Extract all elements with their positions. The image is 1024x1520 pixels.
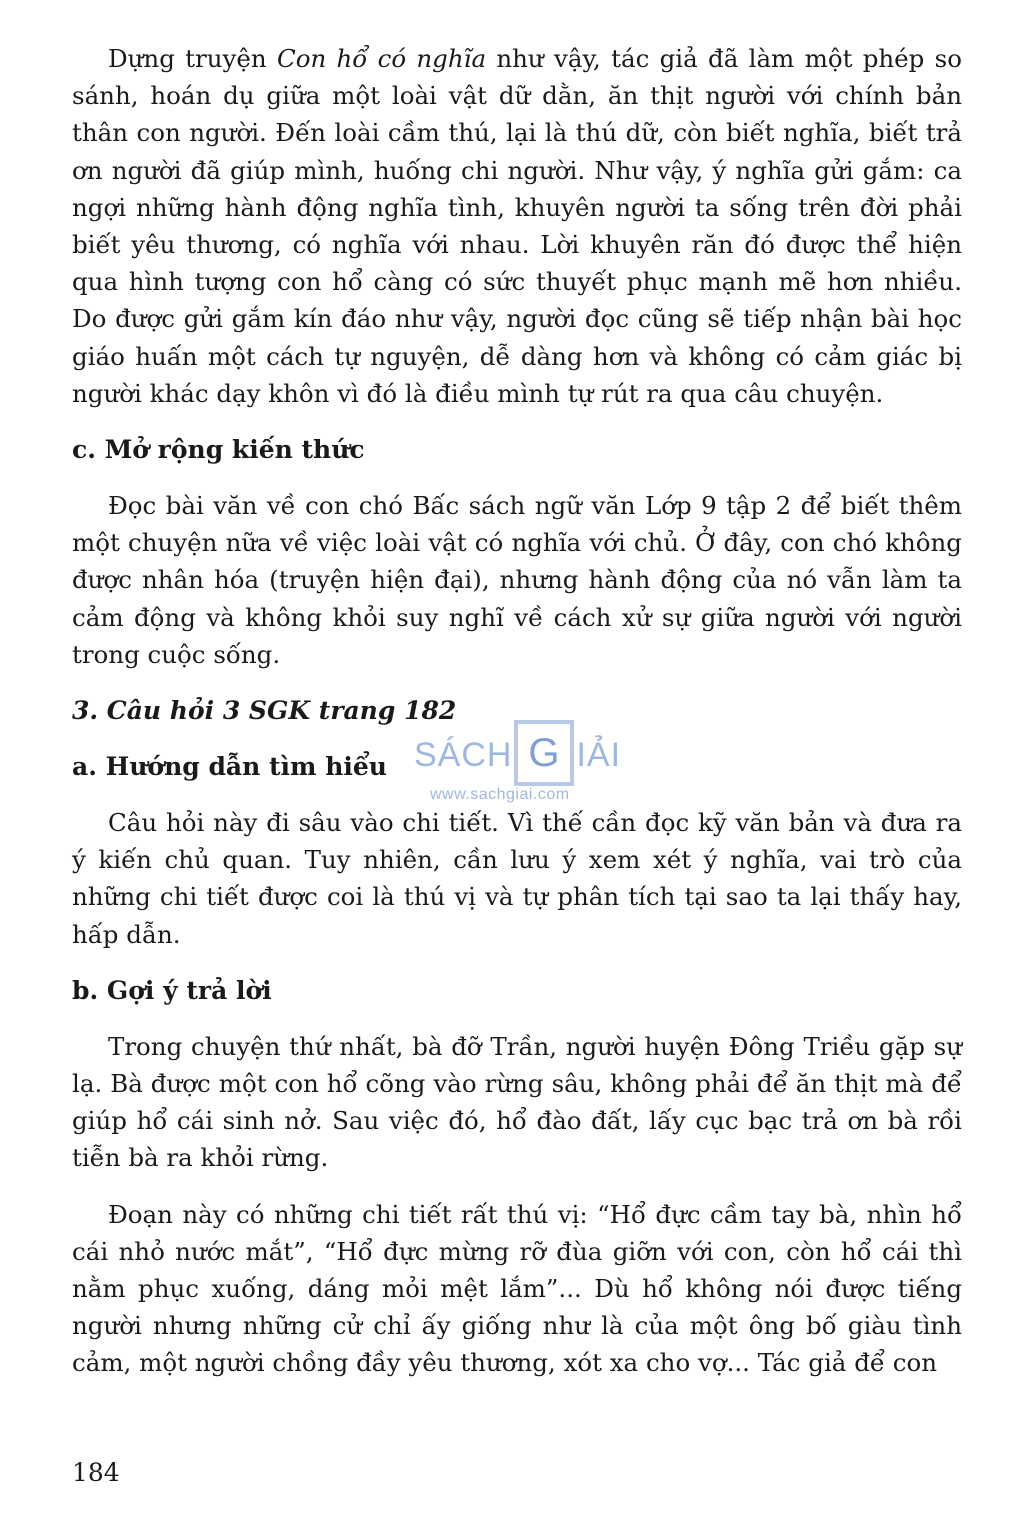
watermark-brand-box: G xyxy=(514,720,574,786)
page-number: 184 xyxy=(72,1458,120,1487)
heading-b: b. Gợi ý trả lời xyxy=(72,975,272,1005)
heading-3: 3. Câu hỏi 3 SGK trang 182 xyxy=(72,696,457,726)
watermark-brand-left: SÁCH xyxy=(414,735,513,774)
paragraph-1-lead: Dựng truyện xyxy=(108,44,277,73)
paragraph-3: Câu hỏi này đi sâu vào chi tiết. Vì thế cần đọc kỹ văn bản và đưa ra ý kiến chủ quan. Tuy nhiên, cần lưu ý xem xét ý nghĩa, vai trò của những chi tiết được coi là thú vị và tự phân tích tại sao ta lại thấy hay, hấp dẫn. xyxy=(72,808,962,949)
page-content xyxy=(72,40,962,1382)
paragraph-1-body: như vậy, tác giả đã làm một phép so sánh, hoán dụ giữa một loài vật dữ dằn, ăn thịt người với chính bản thân con người. Đến loài cầm thú, lại là thú dữ, còn biết nghĩa, biết trả ơn người đã giúp mình, huống chi người. Như vậy, ý nghĩa gửi gắm: ca ngợi những hành động nghĩa tình, khuyên người ta sống trên đời phải biết yêu thương, có nghĩa với nhau. Lời khuyên răn đó được thể hiện qua hình tượng con hổ càng có sức thuyết phục mạnh mẽ hơn nhiều. Do được gửi gắm kín đáo như vậy, người đọc cũng sẽ tiếp nhận bài học giáo huấn một cách tự nguyện, dễ dàng hơn và không có cảm giác bị người khác dạy khôn vì đó là điều mình tự rút ra qua câu chuyện. xyxy=(72,44,962,408)
paragraph-5: Đoạn này có những chi tiết rất thú vị: “Hổ đực cầm tay bà, nhìn hổ cái nhỏ nước mắt”, “Hổ đực mừng rỡ đùa giỡn với con, còn hổ cái thì nằm phục xuống, dáng mỏi mệt lắm”... Dù hổ không nói được tiếng người nhưng những cử chỉ ấy giống như là của một ông bố giàu tình cảm, một người chồng đầy yêu thương, xót xa cho vợ... Tác giả để con xyxy=(72,1199,962,1378)
paragraph-1 xyxy=(72,40,962,412)
heading-a: a. Hướng dẫn tìm hiểu xyxy=(72,752,387,782)
paragraph-2: Đọc bài văn về con chó Bấc sách ngữ văn Lớp 9 tập 2 để biết thêm một chuyện nữa về việc loài vật có nghĩa với chủ. Ở đây, con chó không được nhân hóa (truyện hiện đại), nhưng hành động của nó vẫn làm ta cảm động và không khỏi suy nghĩ về cách xử sự giữa người với người trong cuộc sống. xyxy=(72,491,962,669)
heading-c: c. Mở rộng kiến thức xyxy=(72,435,365,465)
watermark-brand-right: IẢI xyxy=(576,735,622,774)
watermark-url: www.sachgiai.com xyxy=(430,786,570,803)
story-title: Con hổ có nghĩa xyxy=(276,44,487,73)
paragraph-4: Trong chuyện thứ nhất, bà đỡ Trần, người huyện Đông Triều gặp sự lạ. Bà được một con hổ cõng vào rừng sâu, không phải để ăn thịt mà để giúp hổ cái sinh nở. Sau việc đó, hổ đào đất, lấy cục bạc trả ơn bà rồi tiễn bà ra khỏi rừng. xyxy=(72,1031,962,1173)
